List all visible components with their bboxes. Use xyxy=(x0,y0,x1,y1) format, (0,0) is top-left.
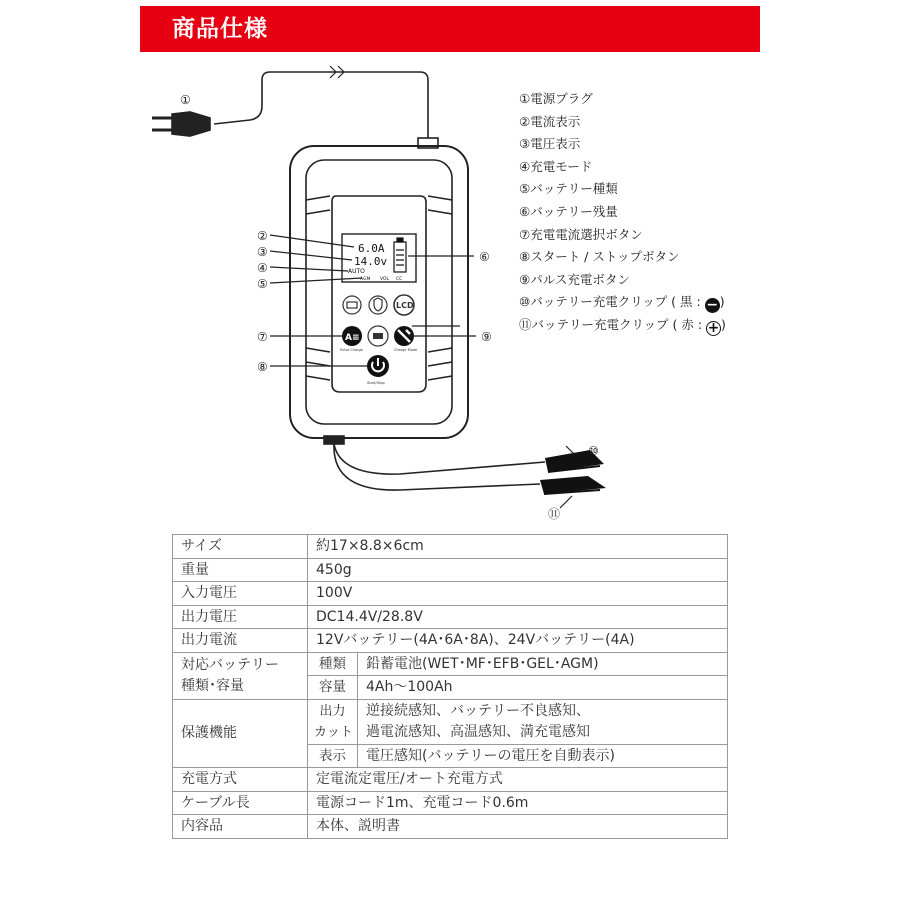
callout-4: ④ xyxy=(257,261,268,275)
spec-value-cut-line2: 過電流感知、高温感知、満充電感知 xyxy=(366,723,590,740)
spec-value-type: 鉛蓄電池(WET･MF･EFB･GEL･AGM) xyxy=(358,652,728,676)
lcd-voltage: 14.0v xyxy=(354,255,388,268)
table-row xyxy=(173,535,728,559)
spec-sublabel-cut-line2: カット xyxy=(314,724,353,740)
legend-item: ⑧スタート / ストップボタン xyxy=(519,249,680,265)
spec-value-cut-line1: 逆接続感知、バッテリー不良感知、 xyxy=(366,702,590,719)
spec-value-weight: 450g xyxy=(308,558,728,582)
legend-item: ⑥バッテリー残量 xyxy=(519,203,618,219)
legend-item: ③電圧表示 xyxy=(519,136,581,152)
spec-label-battery-line1: 対応バッテリー xyxy=(181,656,279,673)
spec-label-protection: 保護機能 xyxy=(173,699,308,768)
svg-text:Start/Stop: Start/Stop xyxy=(367,381,385,385)
power-plug-icon xyxy=(172,112,210,136)
table-row xyxy=(173,652,728,676)
lcd-type-agm: AGM xyxy=(360,277,371,282)
legend-clip-red-text: ⑪バッテリー充電クリップ ( 赤 : xyxy=(519,316,703,332)
lcd-mode: AUTO xyxy=(348,268,365,275)
spec-table xyxy=(172,534,728,839)
table-row xyxy=(173,605,728,629)
table-row xyxy=(173,815,728,839)
red-clip-icon xyxy=(540,476,606,494)
spec-value-display: 電圧感知(バッテリーの電圧を自動表示) xyxy=(358,744,728,768)
section-title: 商品仕様 xyxy=(140,6,760,52)
spec-sublabel-capacity: 容量 xyxy=(308,676,358,700)
legend-clip-black-text: ⑩バッテリー充電クリップ ( 黒 : xyxy=(519,294,701,310)
legend-close-paren: ) xyxy=(721,316,726,332)
spec-sublabel-type: 種類 xyxy=(308,652,358,676)
lcd-current: 6.0A xyxy=(358,242,385,255)
callout-7: ⑦ xyxy=(257,330,268,344)
legend-item: ④充電モード xyxy=(519,158,593,174)
spec-label-battery-line2: 種類･容量 xyxy=(181,677,244,694)
spec-sublabel-cut-line1: 出力 xyxy=(319,703,346,719)
legend-item: ⑨パルス充電ボタン xyxy=(519,271,630,287)
callout-1: ① xyxy=(180,93,191,107)
callout-9: ⑨ xyxy=(481,330,492,344)
legend-item: ②電流表示 xyxy=(519,113,581,129)
spec-value-input-voltage: 100V xyxy=(308,582,728,606)
table-row xyxy=(173,629,728,653)
callout-2: ② xyxy=(257,229,268,243)
plus-circle-icon: + xyxy=(707,319,720,336)
spec-label-size: サイズ xyxy=(173,535,308,559)
legend-close-paren: ) xyxy=(719,294,725,310)
spec-value-output-voltage: DC14.4V/28.8V xyxy=(308,605,728,629)
table-row xyxy=(173,582,728,606)
table-row xyxy=(173,791,728,815)
spec-sublabel-display: 表示 xyxy=(308,744,358,768)
spec-label-input-voltage: 入力電圧 xyxy=(173,582,308,606)
table-row xyxy=(173,699,728,744)
legend-item: ①電源プラグ xyxy=(519,91,593,106)
table-row xyxy=(173,558,728,582)
spec-value-charge-method: 定電流定電圧/オート充電方式 xyxy=(308,768,728,792)
spec-label-cable-length: ケーブル長 xyxy=(173,791,308,815)
spec-value-contents: 本体、説明書 xyxy=(308,815,728,839)
spec-value-capacity: 4Ah～100Ah xyxy=(358,676,728,700)
legend-item-red-clip xyxy=(519,314,726,337)
callout-5: ⑤ xyxy=(257,277,268,291)
spec-value-output-current: 12Vバッテリー(4A･6A･8A)、24Vバッテリー(4A) xyxy=(308,629,728,653)
minus-circle-icon: − xyxy=(706,297,719,314)
callout-11: ⑪ xyxy=(548,507,561,521)
legend-item: ⑦充電電流選択ボタン xyxy=(519,226,643,242)
battery-type-indicator-icon xyxy=(343,296,361,314)
charger-body xyxy=(290,146,468,438)
part-legend xyxy=(519,88,726,337)
svg-text:Pulse Charge: Pulse Charge xyxy=(340,348,363,352)
legend-item: ⑤バッテリー種類 xyxy=(519,181,618,197)
spec-label-battery xyxy=(173,652,308,699)
spec-label-output-voltage: 出力電圧 xyxy=(173,605,308,629)
spec-label-weight: 重量 xyxy=(173,558,308,582)
svg-text:LCD: LCD xyxy=(396,301,414,310)
power-cord xyxy=(214,72,428,138)
spec-sublabel-cut xyxy=(308,699,358,744)
spec-value-cable-length: 電源コード1m、充電コード0.6m xyxy=(308,791,728,815)
spec-label-contents: 内容品 xyxy=(173,815,308,839)
spec-value-cut xyxy=(358,699,728,744)
callout-10: ⑩ xyxy=(588,444,599,458)
lcd-type-cc: CC xyxy=(396,277,403,282)
callout-3: ③ xyxy=(257,245,268,259)
spec-value-size: 約17×8.8×6cm xyxy=(308,535,728,559)
callout-8: ⑧ xyxy=(257,360,268,374)
spec-label-output-current: 出力電流 xyxy=(173,629,308,653)
lcd-type-vol: VOL xyxy=(380,277,390,282)
legend-item-black-clip xyxy=(519,291,726,314)
callout-6: ⑥ xyxy=(479,250,490,264)
svg-text:Charge Mode: Charge Mode xyxy=(394,348,418,352)
table-row xyxy=(173,768,728,792)
spec-label-charge-method: 充電方式 xyxy=(173,768,308,792)
svg-text:A≡: A≡ xyxy=(345,333,360,343)
